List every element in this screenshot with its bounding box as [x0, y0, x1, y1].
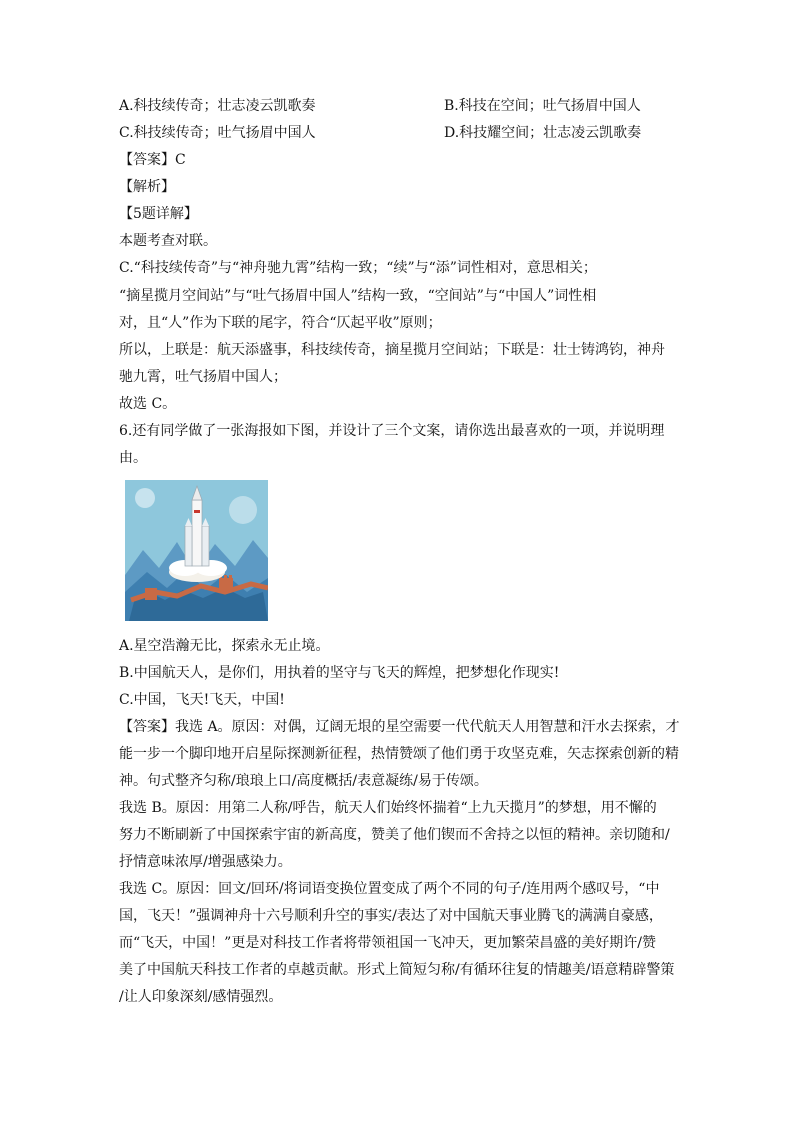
q5-options-row-1: [119, 96, 679, 120]
q5-line: C.“科技续传奇”与“神舟驰九霄”结构一致；“续”与“添”词性相对，意思相关；: [119, 260, 597, 276]
q5-line: 对，且“人”作为下联的尾字，符合“仄起平收”原则；: [119, 315, 442, 331]
q5-line: “摘星揽月空间站”与“吐气扬眉中国人”结构一致，“空间站”与“中国人”词性相: [119, 288, 597, 304]
q6-option-b: B.中国航天人，是你们，用执着的坚守与飞天的辉煌，把梦想化作现实!: [119, 665, 560, 681]
q6-answer-line: 神。句式整齐匀称/琅琅上口/高度概括/表意凝练/易于传颂。: [119, 773, 488, 789]
q6-answer-line: /让人印象深刻/感情强烈。: [119, 989, 283, 1005]
q6-answer-line: 我选 C。原因：回文/回环/将词语变换位置变成了两个不同的句子/连用两个感叹号，“中: [119, 881, 660, 897]
q6-option-c: C.中国，飞天!飞天，中国!: [119, 692, 285, 708]
q6-answer-line: 努力不断刷新了中国探索宇宙的新高度，赞美了他们锲而不舍持之以恒的精神。亲切随和/: [119, 827, 670, 843]
q6-answer-line: 美了中国航天科技工作者的卓越贡献。形式上简短匀称/有循环往复的情趣美/语意精辟警策: [119, 962, 675, 978]
q5-option-b: B.科技在空间；吐气扬眉中国人: [444, 98, 641, 114]
q6-answer-line: 能一步一个脚印地开启星际探测新征程，热情赞颂了他们勇于攻坚克难，矢志探索创新的精: [119, 746, 679, 762]
q5-line: 本题考查对联。: [119, 233, 217, 249]
q6-option-a: A.星空浩瀚无比，探索永无止境。: [119, 638, 330, 654]
q6-stem: 6.还有同学做了一张海报如下图，并设计了三个文案，请你选出最喜欢的一项，并说明理: [119, 423, 665, 439]
q5-options-row-2: [119, 123, 679, 147]
q5-detail-title: 【5题详解】: [119, 206, 198, 222]
q5-line: 驰九霄，吐气扬眉中国人；: [119, 369, 287, 385]
q5-option-a: A.科技续传奇；壮志凌云凯歌奏: [119, 98, 316, 114]
q6-stem: 由。: [119, 450, 147, 466]
q6-answer-line: 【答案】我选 A。原因：对偶，辽阔无垠的星空需要一代代航天人用智慧和汗水去探索，才: [119, 719, 680, 735]
q6-answer-line: 国，飞天！”强调神舟十六号顺利升空的事实/表达了对中国航天事业腾飞的满满自豪感，: [119, 908, 663, 924]
q5-line: 所以，上联是：航天添盛事，科技续传奇，摘星揽月空间站；下联是：壮士铸鸿钧，神舟: [119, 342, 665, 358]
q6-answer-line: 抒情意味浓厚/增强感染力。: [119, 854, 292, 870]
q5-option-c: C.科技续传奇；吐气扬眉中国人: [119, 125, 316, 141]
q5-answer: 【答案】C: [119, 152, 186, 168]
q6-answer-line: 我选 B。原因：用第二人称/呼告，航天人们始终怀揣着“上九天揽月”的梦想，用不懈的: [119, 800, 657, 816]
rocket-poster-image: [125, 480, 268, 621]
q6-answer-line: 而“飞天，中国！”更是对科技工作者将带领祖国一飞冲天，更加繁荣昌盛的美好期许/赞: [119, 935, 657, 951]
q5-option-d: D.科技耀空间；壮志凌云凯歌奏: [444, 125, 642, 141]
q5-line: 故选 C。: [119, 396, 177, 412]
q5-analysis-title: 【解析】: [119, 179, 175, 195]
